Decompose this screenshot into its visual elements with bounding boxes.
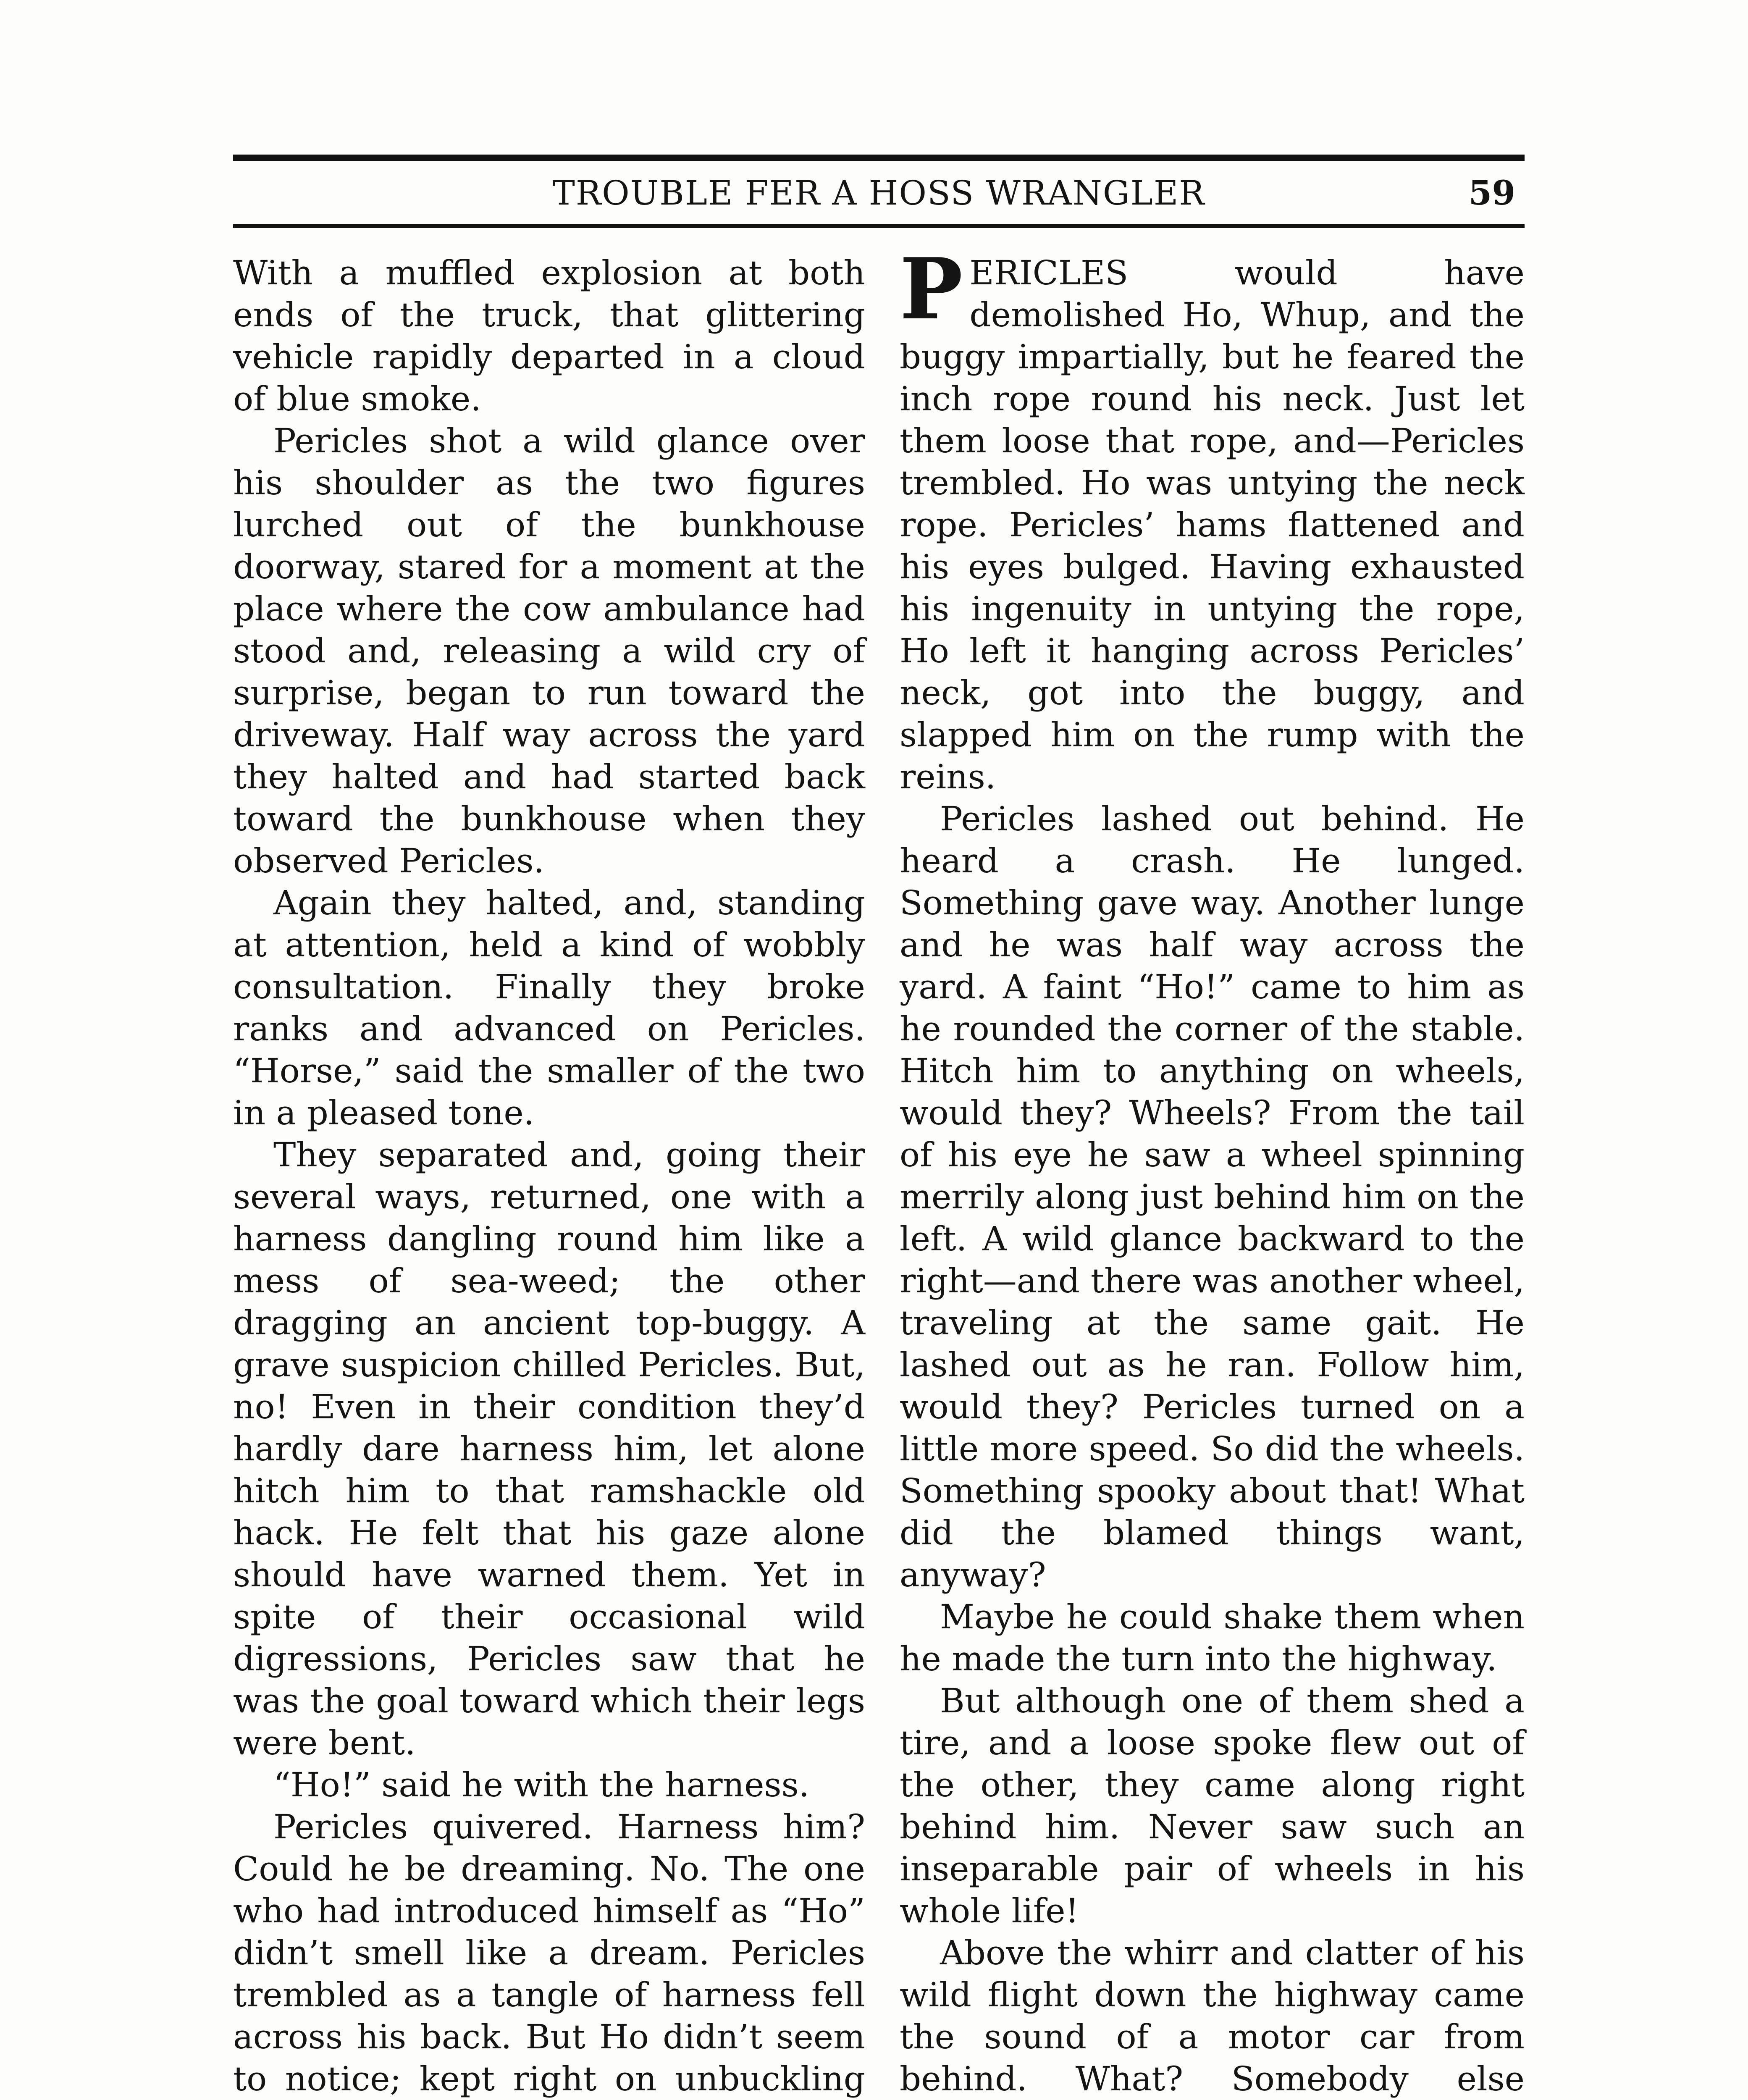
paragraph: They separated and, going their several ways, returned, one with a harness dangling round him like a mess of sea-weed; the other dragging an ancient top-buggy. A grave suspicion chilled Pericles. But, no! Even in their condition they’d hardly dare harness him, let alone hitch him to that ramshackle old hack. He felt that his gaze alone should have warned them. Yet in spite of their occasional wild digressions, Pericles saw that he was the goal toward which their legs were bent.	[233, 1135, 865, 1762]
running-head	[233, 165, 1525, 221]
paragraph: Again they halted, and, standing at attention, held a kind of wobbly consultation. Finally they broke ranks and advanced on Pericles. “Horse,” said the smaller of the two in a pleased tone.	[233, 883, 865, 1132]
running-title: TROUBLE FER A HOSS WRANGLER	[552, 173, 1205, 213]
paragraph: Pericles shot a wild glance over his shoulder as the two figures lurched out of the bunkhouse doorway, stared for a moment at the place where the cow ambulance had stood and, releasing a wild cry of surprise, began to run toward the driveway. Half way across the yard they halted and had started back toward the bunkhouse when they observed Pericles.	[233, 421, 865, 880]
paragraph: But although one of them shed a tire, and a loose spoke flew out of the other, they came along right behind him. Never saw such an inseparable pair of wheels in his whole life!	[900, 1681, 1525, 1930]
paragraph: Maybe he could shake them when he made the turn into the highway.	[900, 1597, 1525, 1678]
header-rule-bottom	[233, 224, 1525, 228]
opening-paragraph	[900, 240, 1525, 798]
paragraph: Pericles quivered. Harness him? Could he be dreaming. No. The one who had introduced himself as “Ho” didn’t smell like a dream. Pericles trembled as a tangle of harness fell across his back. But Ho didn’t seem to notice; kept right on unbuckling	[233, 1807, 865, 2098]
paragraph: Above the whirr and clatter of his wild flight down the highway came the sound of a motor car from behind. What? Somebody else	[900, 1933, 1525, 2098]
page-number: 59	[1468, 173, 1515, 213]
drop-cap: P	[900, 240, 963, 339]
paragraph: Pericles lashed out behind. He heard a crash. He lunged. Something gave way. Another lunge and he was half way across the yard. A faint “Ho!” came to him as he rounded the corner of the stable. Hitch him to anything on wheels, would they? Wheels? From the tail of his eye he saw a wheel spinning merrily along just behind him on the left. A wild glance backward to the right—and there was another wheel, traveling at the same gait. He lashed out as he ran. Follow him, would they? Pericles turned on a little more speed. So did the wheels. Something spooky about that! What did the blamed things want, anyway?	[900, 799, 1525, 1594]
right-column	[900, 240, 1525, 2100]
paragraph: “Ho!” said he with the harness.	[273, 1765, 810, 1804]
header-rule-top	[233, 155, 1525, 161]
opening-paragraph-text: ERICLES would have demolished Ho, Whup, and the buggy impartially, but he feared the inch rope round his neck. Just let them loose that rope, and—Pericles trembled. Ho was untying the neck rope. Pericles’ hams flattened and his eyes bulged. Having exhausted his ingenuity in untying the rope, Ho left it hanging across Pericles’ neck, got into the buggy, and slapped him on the rump with the reins.	[900, 253, 1525, 796]
paragraph: With a muffled explosion at both ends of the truck, that glittering vehicle rapidly departed in a cloud of blue smoke.	[233, 253, 865, 418]
left-column	[233, 252, 865, 2100]
